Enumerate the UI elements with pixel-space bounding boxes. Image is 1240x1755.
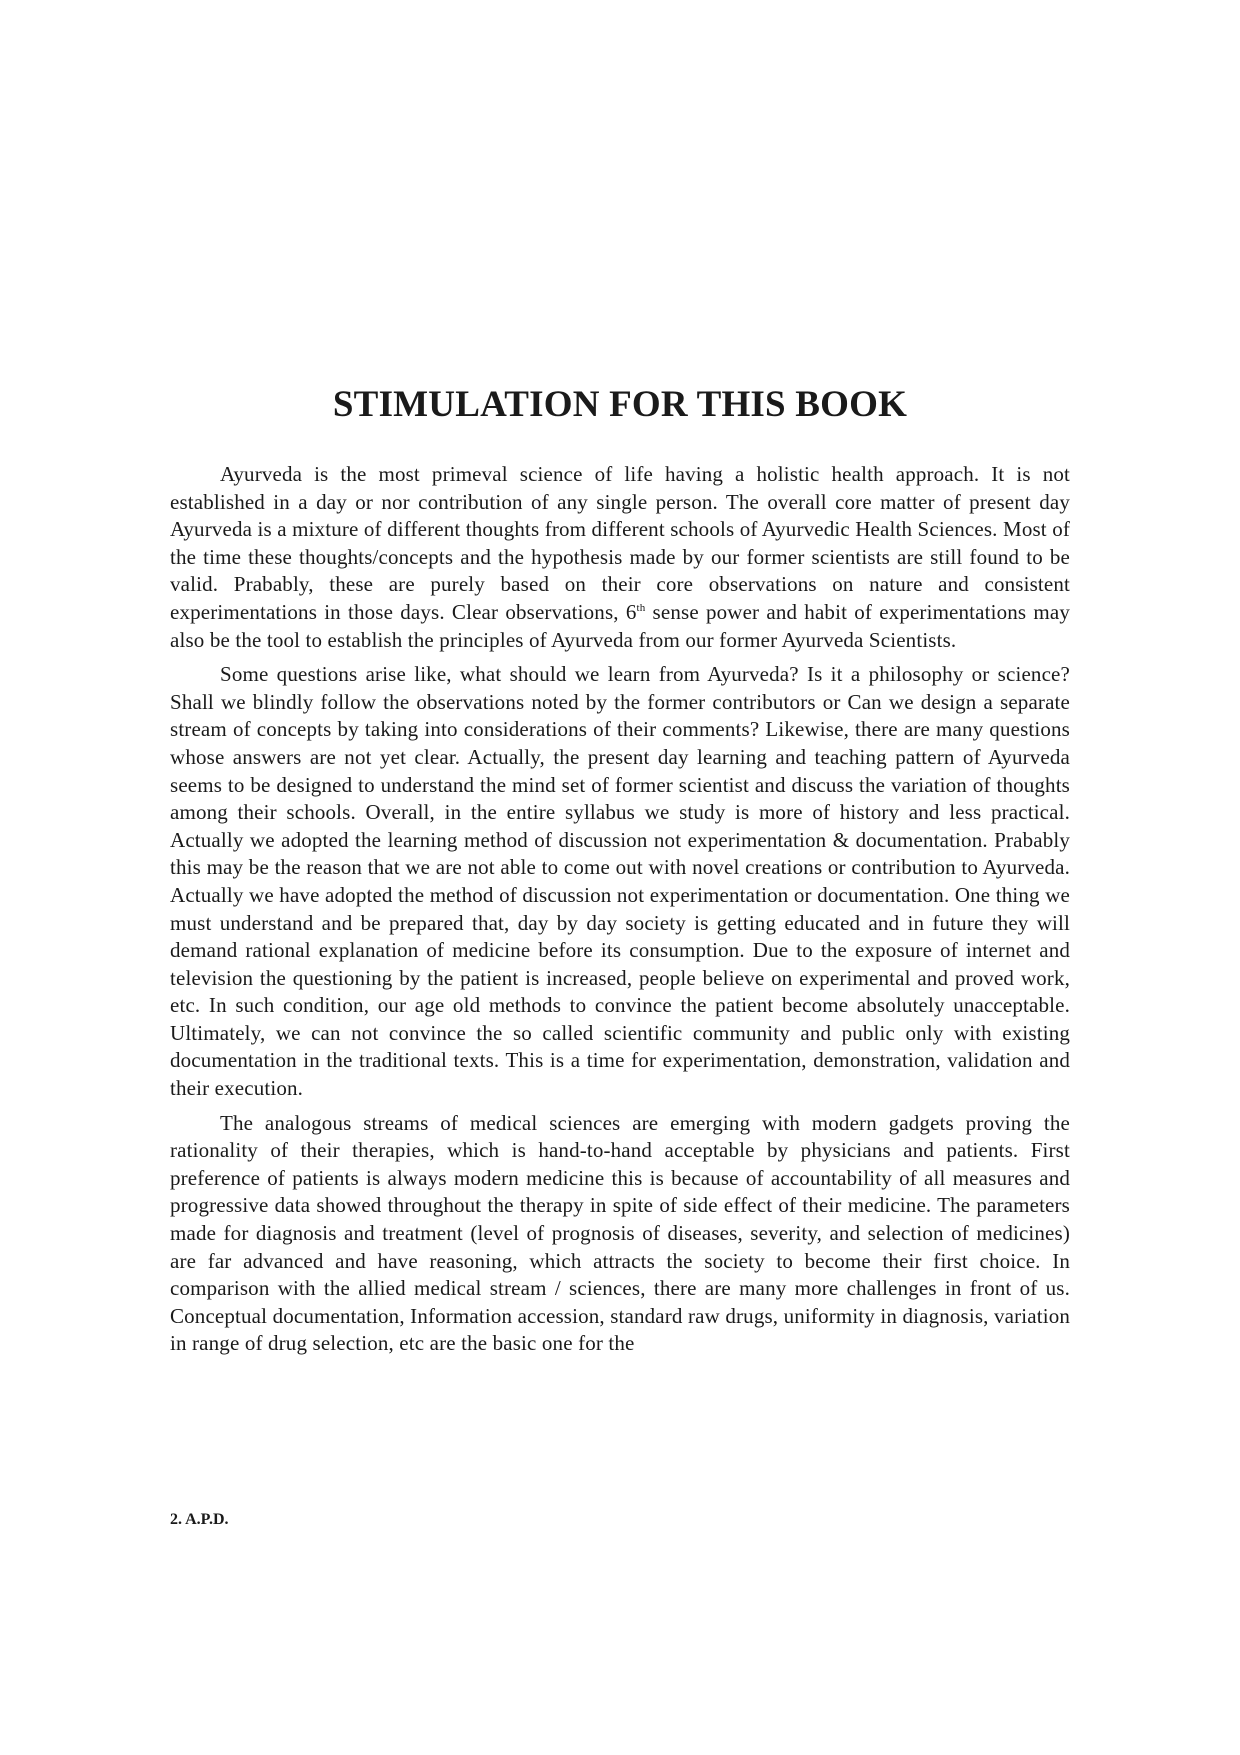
paragraph-1 — [170, 461, 1070, 654]
ordinal-suffix: th — [636, 601, 646, 614]
signature-mark: 2. A.P.D. — [170, 1511, 229, 1528]
paragraph-1-text-continued: sense power and habit of experimentations may also be the tool to establish the principles of Ayurveda from our former Ayurveda Scientists. — [170, 599, 1070, 652]
page-title: STIMULATION FOR THIS BOOK — [332, 384, 908, 425]
paragraph-2: Some questions arise like, what should we learn from Ayurveda? Is it a philosophy or science? Shall we blindly follow the observations noted by the former contributors or Can we design a separate stream of concepts by taking into considerations of their comments? Likewise, there are many questions whose answers are not yet clear. Actually, the present day learning and teaching pattern of Ayurveda seems to be designed to understand the mind set of former scientist and discuss the variation of thoughts among their schools. Overall, in the entire syllabus we study is more of history and less practical. Actually we adopted the learning method of discussion not experimentation & documentation. Prabably this may be the reason that we are not able to come out with novel creations or contribution to Ayurveda. Actually we have adopted the method of discussion not experimentation or documentation. One thing we must understand and be prepared that, day by day society is getting educated and in future they will demand rational explanation of medicine before its consumption. Due to the exposure of internet and television the questioning by the patient is increased, people believe on experimental and proved work, etc. In such condition, our age old methods to convince the patient become absolutely unacceptable. Ultimately, we can not convince the so called scientific community and public only with existing documentation in the traditional texts. This is a time for experimentation, demonstration, validation and their execution. — [170, 662, 1070, 1101]
paragraph-1-text: Ayurveda is the most primeval science of life having a holistic health approach. It is not established in a day or nor contribution of any single person. The overall core matter of present day Ayurveda is a mixture of different thoughts from different schools of Ayurvedic Health Sciences. Most of the time these thoughts/concepts and the hypothesis made by our former scientists are still found to be valid. Prabably, these are purely based on their core observations on nature and consistent experimentations in those days. Clear observations, 6 — [170, 462, 1070, 624]
body-text — [170, 461, 1070, 1365]
paragraph-3: The analogous streams of medical sciences are emerging with modern gadgets proving the rationality of their therapies, which is hand-to-hand acceptable by physicians and patients. First preference of patients is always modern medicine this is because of accountability of all measures and progressive data showed throughout the therapy in spite of side effect of their medicine. The parameters made for diagnosis and treatment (level of prognosis of diseases, severity, and selection of medicines) are far advanced and have reasoning, which attracts the society to become their first choice. In comparison with the allied medical stream / sciences, there are many more challenges in front of us. Conceptual documentation, Information accession, standard raw drugs, uniformity in diagnosis, variation in range of drug selection, etc are the basic one for the — [170, 1110, 1070, 1356]
